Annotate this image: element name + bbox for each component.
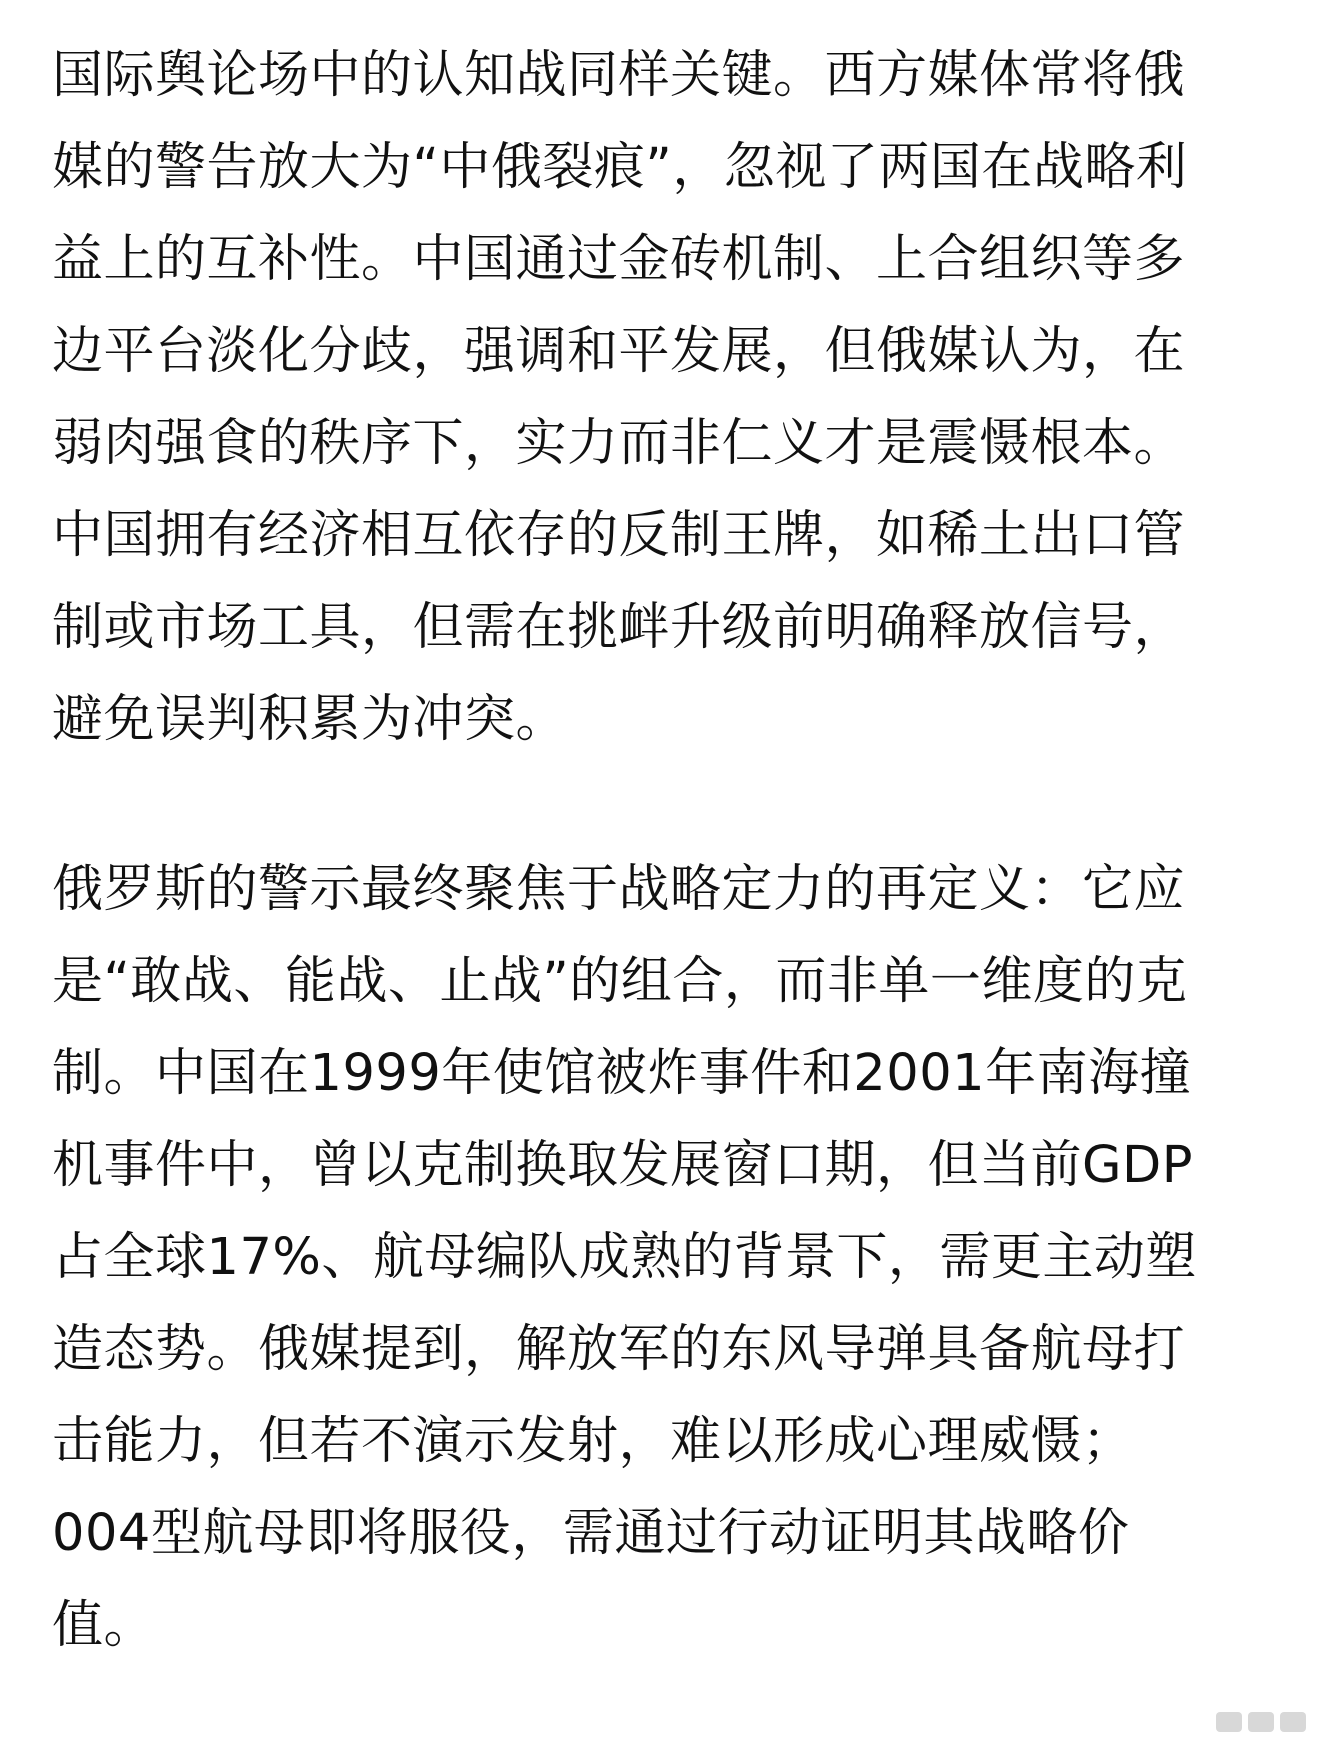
text-line: 边平台淡化分歧，强调和平发展，但俄媒认为，在: [52, 322, 1186, 381]
watermark-mark: [1280, 1712, 1306, 1732]
watermark-mark: [1248, 1712, 1274, 1732]
text-line: 占全球17%、航母编队成熟的背景下，需更主动塑: [52, 1228, 1197, 1287]
text-line: 击能力，但若不演示发射，难以形成心理威慑；: [52, 1412, 1134, 1471]
paragraph-spacer: [52, 766, 1288, 844]
text-line: 造态势。俄媒提到，解放军的东风导弹具备航母打: [52, 1320, 1186, 1379]
text-line: 004型航母即将服役，需通过行动证明其战略价: [52, 1504, 1130, 1563]
text-line: 避免误判积累为冲突。: [52, 690, 568, 749]
text-line: 中国拥有经济相互依存的反制王牌，如稀土出口管: [52, 506, 1186, 565]
text-line: 俄罗斯的警示最终聚焦于战略定力的再定义：它应: [52, 860, 1186, 919]
text-line: 弱肉强食的秩序下，实力而非仁义才是震慑根本。: [52, 414, 1186, 473]
paragraph-2: [52, 844, 1288, 1672]
text-line: 机事件中，曾以克制换取发展窗口期，但当前GDP: [52, 1136, 1194, 1195]
text-line: 是“敢战、能战、止战”的组合，而非单一维度的克: [52, 952, 1188, 1011]
watermark-mark: [1216, 1712, 1242, 1732]
text-line: 制。中国在1999年使馆被炸事件和2001年南海撞: [52, 1044, 1192, 1103]
article-body: [52, 30, 1288, 1672]
text-line: 国际舆论场中的认知战同样关键。西方媒体常将俄: [52, 46, 1186, 105]
text-line: 制或市场工具，但需在挑衅升级前明确释放信号，: [52, 598, 1186, 657]
paragraph-1: [52, 30, 1288, 766]
text-line: 值。: [52, 1596, 156, 1655]
watermark-logo: [1156, 1706, 1306, 1738]
text-line: 媒的警告放大为“中俄裂痕”，忽视了两国在战略利: [52, 138, 1188, 197]
text-line: 益上的互补性。中国通过金砖机制、上合组织等多: [52, 230, 1186, 289]
